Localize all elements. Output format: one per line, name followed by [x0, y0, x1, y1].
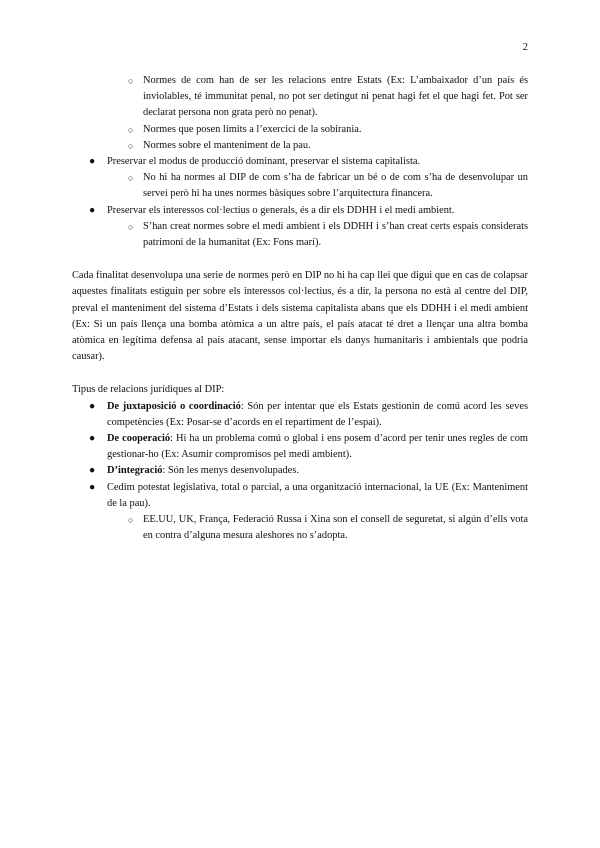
disc-bullet-icon: ●	[89, 156, 96, 168]
list-item: ● Preservar els interessos col·lectius o generals, és a dir els DDHH i el medi ambient.	[72, 203, 528, 219]
circle-bullet-icon: ○	[128, 124, 134, 135]
section-heading: Tipus de relacions jurídiques al DIP:	[72, 384, 225, 396]
disc-bullet-icon: ●	[89, 481, 96, 493]
document-body	[72, 73, 528, 544]
purposes-list	[72, 203, 528, 219]
disc-bullet-icon: ●	[89, 400, 96, 412]
relations-list	[72, 399, 528, 512]
body-paragraph: Cada finalitat desenvolupa una serie de normes però en DIP no hi ha cap llei que digui que en cas de colapsar aquestes finalitats estiguin per sobre els interessos col·lectius, és a dir, la persona no està al centre del DIP, preval el manteniment del sistema d’Estats i dels sistema capitalista abans que els DDHH i el medi ambient (Ex: Si un país llença una bomba atòmica a un altre país, el país atacat té dret a llençar una altra bomba atòmica en legítima defensa al país atacant, sense importar els danys humanitaris i ambientals que podria causar).	[72, 270, 528, 363]
list-item: ● De juxtaposició o coordinació: Són per intentar que els Estats gestionin de comú acord les seves competències (Ex: Posar-se d’acords en el repartiment de l’espai).	[89, 400, 528, 428]
list-item: ○ Normes que posen límits a l’exercici de la sobirania.	[72, 122, 528, 138]
sublist	[72, 219, 528, 251]
circle-bullet-icon: ○	[128, 221, 134, 232]
list-item: ○ Normes de com han de ser les relacions entre Estats (Ex: L’ambaixador d’un país és inviolables, té immunitat penal, no pot ser detingut ni penat hagi fet el que hagi fet. Pot ser declarat persona non grata però no penat).	[128, 75, 528, 119]
circle-bullet-icon: ○	[128, 515, 134, 526]
list-item: ● Cedim potestat legislativa, total o parcial, a una organització internacional, la UE (Ex: Manteniment de la pau).	[89, 481, 528, 509]
circle-bullet-icon: ○	[128, 173, 134, 184]
purposes-list	[72, 154, 528, 170]
page-number: 2	[522, 42, 528, 53]
circle-bullet-icon: ○	[128, 76, 134, 86]
sublist	[72, 512, 528, 544]
disc-bullet-icon: ●	[89, 465, 96, 477]
sublist	[72, 170, 528, 202]
list-item: ○ S’han creat normes sobre el medi ambient i els DDHH i s’han creat certs espais considerats patrimoni de la humanitat (Ex: Fons marí).	[128, 220, 528, 249]
continued-sublist	[72, 73, 528, 154]
disc-bullet-icon: ●	[89, 204, 96, 216]
circle-bullet-icon: ○	[128, 140, 134, 151]
list-item: ● D’integració: Són les menys desenvolupades.	[72, 463, 528, 479]
list-item: ○ Normes sobre el manteniment de la pau.	[72, 138, 528, 154]
disc-bullet-icon: ●	[89, 433, 96, 445]
list-item: ○ EE.UU, UK, França, Federació Russa i Xina son el consell de seguretat, si algún d’ells vota en contra d’alguna mesura aleshores no s’adopta.	[128, 514, 528, 542]
list-item: ○ No hi ha normes al DIP de com s’ha de fabricar un bé o de com s’ha de desenvolupar un servei però hi ha unes normes bàsiques sobre l’arquitectura financera.	[128, 172, 528, 200]
list-item: ● De cooperació: Hi ha un problema comú o global i ens posem d’acord per tenir unes regles de com gestionar-ho (Ex: Asumir compromisos pel medi ambient).	[89, 433, 528, 461]
list-item: ● Preservar el modus de producció dominant, preservar el sistema capitalista.	[72, 154, 528, 170]
